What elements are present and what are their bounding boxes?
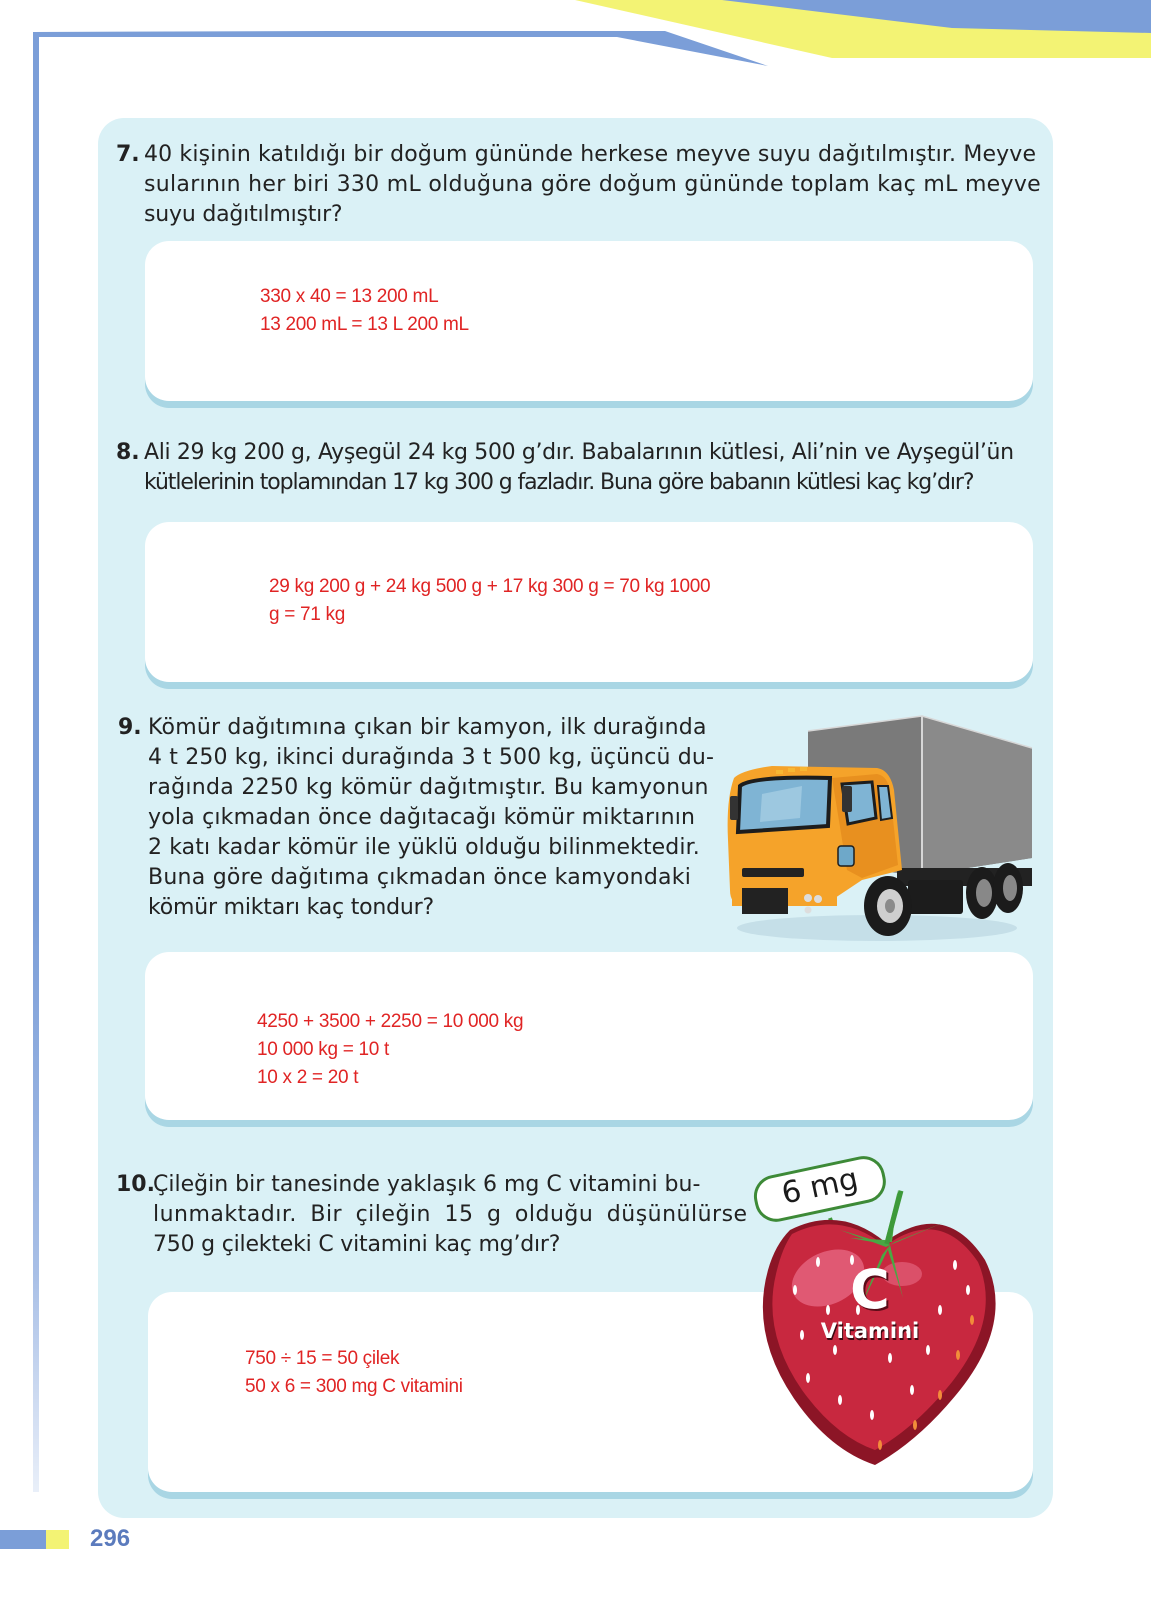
question-line: Kömür dağıtımına çıkan bir kamyon, ilk durağında [148,715,707,740]
question-line: 750 g çilekteki C vitamini kaç mg’dır? [153,1232,561,1257]
vitamin-word: Vitamini [820,1319,920,1343]
question-line: kütlelerinin toplamından 17 kg 300 g fazladır. Buna göre babanın kütlesi kaç kg’dır? [144,470,974,495]
question-line: 2 katı kadar kömür ile yüklü olduğu bilinmektedir. [148,835,700,860]
question-number: 7. [116,142,140,167]
answer-line: 29 kg 200 g + 24 kg 500 g + 17 kg 300 g = 70 kg 1000 [269,576,711,597]
page-footer-bar-yellow [46,1530,69,1549]
question-number: 10. [116,1172,155,1197]
question-text [144,140,1041,230]
answer-line: 750 ÷ 15 = 50 çilek [245,1348,400,1369]
answer-line: 330 x 40 = 13 200 mL [260,286,439,307]
question-line: Çileğin bir tanesinde yaklaşık 6 mg C vitamini bu- [153,1172,701,1197]
question-line: sularının her biri 330 mL olduğuna göre doğum gününde toplam kaç mL meyve [144,172,1041,197]
answer-line: 13 200 mL = 13 L 200 mL [260,314,469,335]
question-line: suyu dağıtılmıştır? [144,202,343,227]
question-line: Buna göre dağıtıma çıkmadan önce kamyondaki [148,865,692,890]
question-line: kömür miktarı kaç tondur? [148,895,434,920]
truck-illustration [712,700,1042,950]
question-text [144,438,1034,498]
page-left-border [33,32,39,1492]
question-text [153,1170,748,1260]
answer-line: g = 71 kg [269,604,345,625]
strawberry-illustration [740,1150,1030,1470]
page-footer-bar-blue [0,1530,46,1549]
answer-line: 50 x 6 = 300 mg C vitamini [245,1376,463,1397]
vitamin-letter: C [850,1258,890,1321]
question-number: 8. [116,440,140,465]
question-text [148,713,715,923]
question-number: 9. [118,715,142,740]
answer-text [245,1345,463,1401]
question-line: rağında 2250 kg kömür dağıtmıştır. Bu kamyonun [148,775,709,800]
vitamin-amount-tag: 6 mg [778,1161,862,1212]
answer-line: 10 000 kg = 10 t [257,1039,390,1060]
answer-line: 10 x 2 = 20 t [257,1067,359,1088]
answer-text [260,283,469,339]
question-line: yola çıkmadan önce dağıtacağı kömür miktarının [148,805,696,830]
question-line: 4 t 250 kg, ikinci durağında 3 t 500 kg, üçüncü du- [148,745,715,770]
question-line: Ali 29 kg 200 g, Ayşegül 24 kg 500 g’dır. Babalarının kütlesi, Ali’nin ve Ayşegül’ün [144,440,1014,465]
answer-text [257,1008,523,1092]
question-line: lunmaktadır. Bir çileğin 15 g olduğu düşünülürse [153,1202,748,1227]
answer-text [269,573,710,629]
question-line: 40 kişinin katıldığı bir doğum gününde herkese meyve suyu dağıtılmıştır. Meyve [144,142,1037,167]
answer-line: 4250 + 3500 + 2250 = 10 000 kg [257,1011,524,1032]
top-decoration [0,0,1151,80]
page-number: 296 [90,1525,131,1552]
